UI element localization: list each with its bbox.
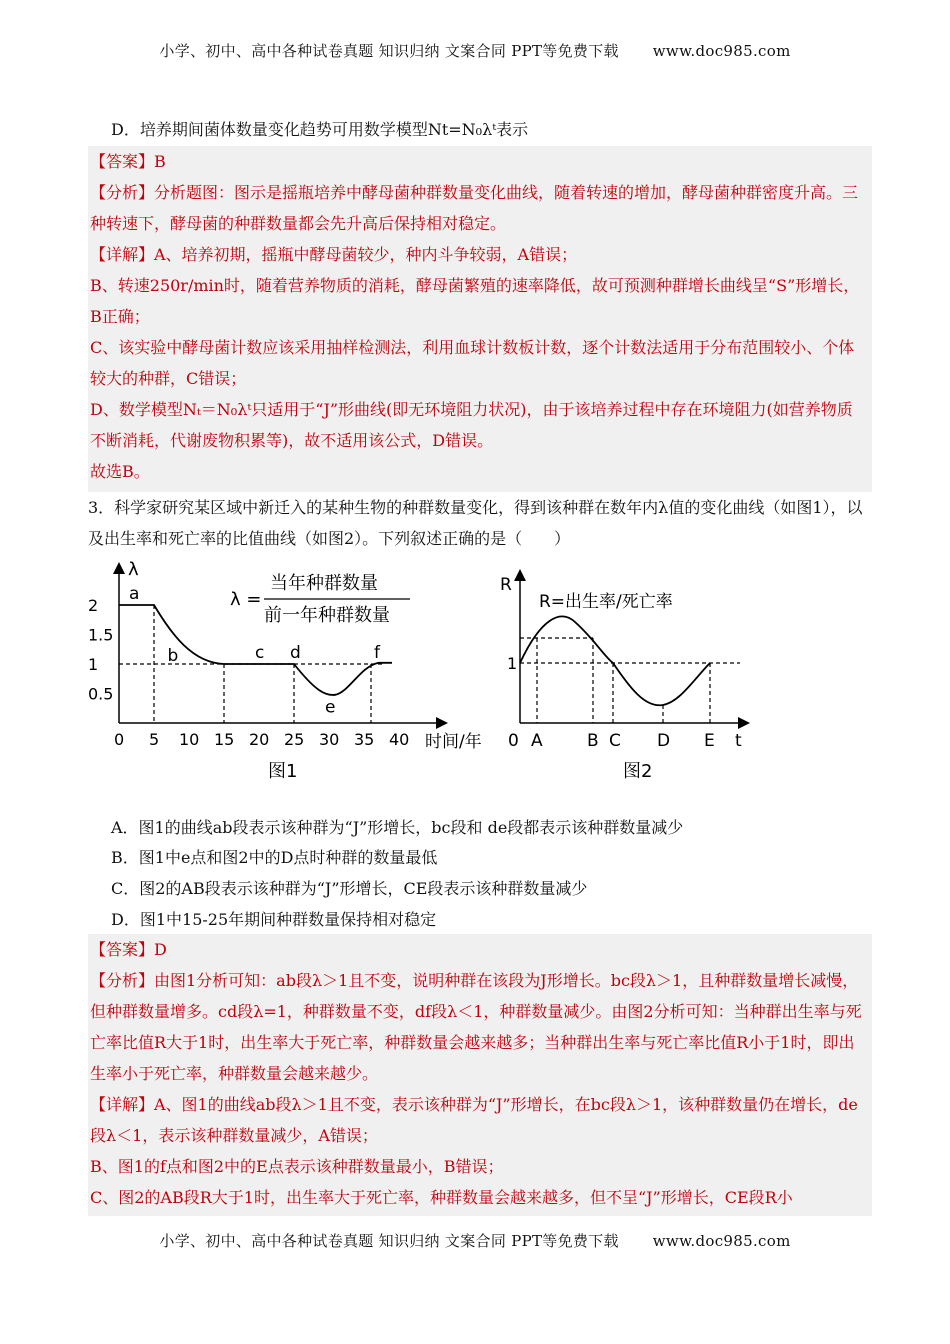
- x-ticks: [114, 730, 409, 749]
- detail-line: C、图2的AB段R大于1时，出生率大于死亡率，种群数量会越来越多，但不呈“J”形增长，CE段R小: [90, 1188, 793, 1207]
- y-axis-label: λ: [128, 559, 139, 580]
- formula-lhs: λ =: [230, 589, 262, 610]
- x-tick-label: A: [531, 731, 543, 751]
- point-label-d: d: [290, 643, 301, 664]
- detail-line: B、图1的f点和图2中的E点表示该种群数量最小，B错误；: [90, 1157, 504, 1176]
- detail-line: B、转速250r/min时，随着营养物质的消耗，酵母菌繁殖的速率降低，故可预测种群增长曲线呈“S”形增长，B正确；: [90, 276, 860, 326]
- option-a: A．图1的曲线ab段表示该种群为“J”形增长，bc段和 de段都表示该种群数量减少: [111, 818, 684, 837]
- y-tick-label: 1: [88, 655, 99, 674]
- answer-line: 【答案】B: [90, 152, 166, 171]
- detail-line: 【详解】A、图1的曲线ab段λ＞1且不变，表示该种群为“J”形增长，在bc段λ＞1，该种群数量仍在增长，de段λ＜1，表示该种群数量减少，A错误；: [90, 1095, 858, 1145]
- answer-block-2: [88, 934, 872, 1216]
- conclusion-line: 故选B。: [90, 462, 150, 481]
- formula-denominator: 前一年种群数量: [264, 605, 390, 626]
- option-b: B．图1中e点和图2中的D点时种群的数量最低: [111, 848, 438, 867]
- answer-line: 【答案】D: [90, 940, 167, 959]
- option-d: D．图1中15-25年期间种群数量保持相对稳定: [111, 910, 437, 929]
- x-tick-label: 0: [508, 731, 519, 751]
- x-tick-label: 40: [389, 730, 410, 749]
- x-tick-label: E: [704, 731, 715, 751]
- ratio-curve: [520, 616, 710, 705]
- figure-1-caption: 图1: [268, 761, 298, 782]
- x-ticks: [508, 731, 742, 751]
- x-tick-label: 20: [249, 730, 270, 749]
- y-axis-label: R: [500, 575, 512, 595]
- x-tick-label: C: [609, 731, 621, 751]
- x-tick-label: 15: [214, 730, 235, 749]
- question-3: 3．科学家研究某区域中新迁入的某种生物的种群数量变化，得到该种群在数年内λ值的变化曲线（如图1），以及出生率和死亡率的比值曲线（如图2）。下列叙述正确的是（ ）: [88, 498, 863, 548]
- x-tick-label: t: [735, 731, 742, 751]
- y-tick-label: 1.5: [88, 625, 114, 645]
- x-tick-label: 30: [319, 730, 340, 749]
- x-tick-label: B: [587, 731, 599, 751]
- footer-text: 小学、初中、高中各种试卷真题 知识归纳 文案合同 PPT等免费下载: [159, 1232, 619, 1250]
- prev-option-d: D．培养期间菌体数量变化趋势可用数学模型Nt=N₀λᵗ表示: [111, 120, 529, 139]
- header-url[interactable]: www.doc985.com: [652, 42, 791, 60]
- x-tick-label: 10: [179, 730, 200, 749]
- option-c: C．图2的AB段表示该种群为“J”形增长，CE段表示该种群数量减少: [111, 879, 588, 898]
- formula-numerator: 当年种群数量: [270, 573, 378, 594]
- x-tick-label: 5: [149, 730, 160, 749]
- detail-line: 【详解】A、培养初期，摇瓶中酵母菌较少，种内斗争较弱，A错误；: [90, 245, 578, 264]
- x-tick-label: 25: [284, 730, 305, 749]
- analysis-line: 【分析】由图1分析可知：ab段λ＞1且不变，说明种群在该段为J形增长。bc段λ＞1，且种群数量增长减慢，但种群数量增多。cd段λ=1，种群数量不变，df段λ＜1，种群数量减少。由图2分析可知：当种群出生率与死亡率比值R大于1时，出生率大于死亡率，种群数量会越来越多；当种群出生率与死亡率比值R小于1时，即出生率小于死亡率，种群数量会越来越少。: [90, 971, 862, 1083]
- y-tick-label: 2: [88, 596, 99, 615]
- y-tick-1: 1: [507, 654, 518, 673]
- figure-2: [495, 560, 765, 785]
- x-axis-label: 时间/年: [425, 732, 482, 752]
- x-tick-label: D: [657, 731, 671, 751]
- analysis-line: 【分析】分析题图：图示是摇瓶培养中酵母菌种群数量变化曲线，随着转速的增加，酵母菌种群密度升高。三种转速下，酵母菌的种群数量都会先升高后保持相对稳定。: [90, 183, 859, 233]
- x-tick-label: 35: [354, 730, 375, 749]
- guide-lines: [520, 638, 740, 723]
- point-label-b: b: [167, 646, 179, 667]
- page-header: [0, 40, 950, 61]
- footer-url[interactable]: www.doc985.com: [652, 1232, 791, 1250]
- figure-2-caption: 图2: [623, 761, 653, 782]
- detail-line: D、数学模型Nₜ＝N₀λᵗ只适用于“J”形曲线(即无环境阻力状况)，由于该培养过程中存在环境阻力(如营养物质不断消耗，代谢废物积累等)，故不适用该公式，D错误。: [90, 400, 853, 450]
- point-label-a: a: [129, 584, 140, 605]
- point-label-c: c: [255, 643, 265, 664]
- figure-2-title: R=出生率/死亡率: [539, 592, 673, 612]
- answer-block-1: [88, 146, 872, 492]
- point-label-f: f: [374, 643, 380, 664]
- figure-1: [80, 555, 500, 785]
- detail-line: C、该实验中酵母菌计数应该采用抽样检测法，利用血球计数板计数，逐个计数法适用于分布范围较小、个体较大的种群，C错误；: [90, 338, 855, 388]
- page-footer: [0, 1230, 950, 1251]
- y-tick-label: 0.5: [88, 684, 114, 704]
- header-text: 小学、初中、高中各种试卷真题 知识归纳 文案合同 PPT等免费下载: [159, 42, 619, 60]
- point-label-e: e: [325, 697, 336, 718]
- x-tick-label: 0: [114, 730, 125, 749]
- y-ticks: [88, 596, 113, 704]
